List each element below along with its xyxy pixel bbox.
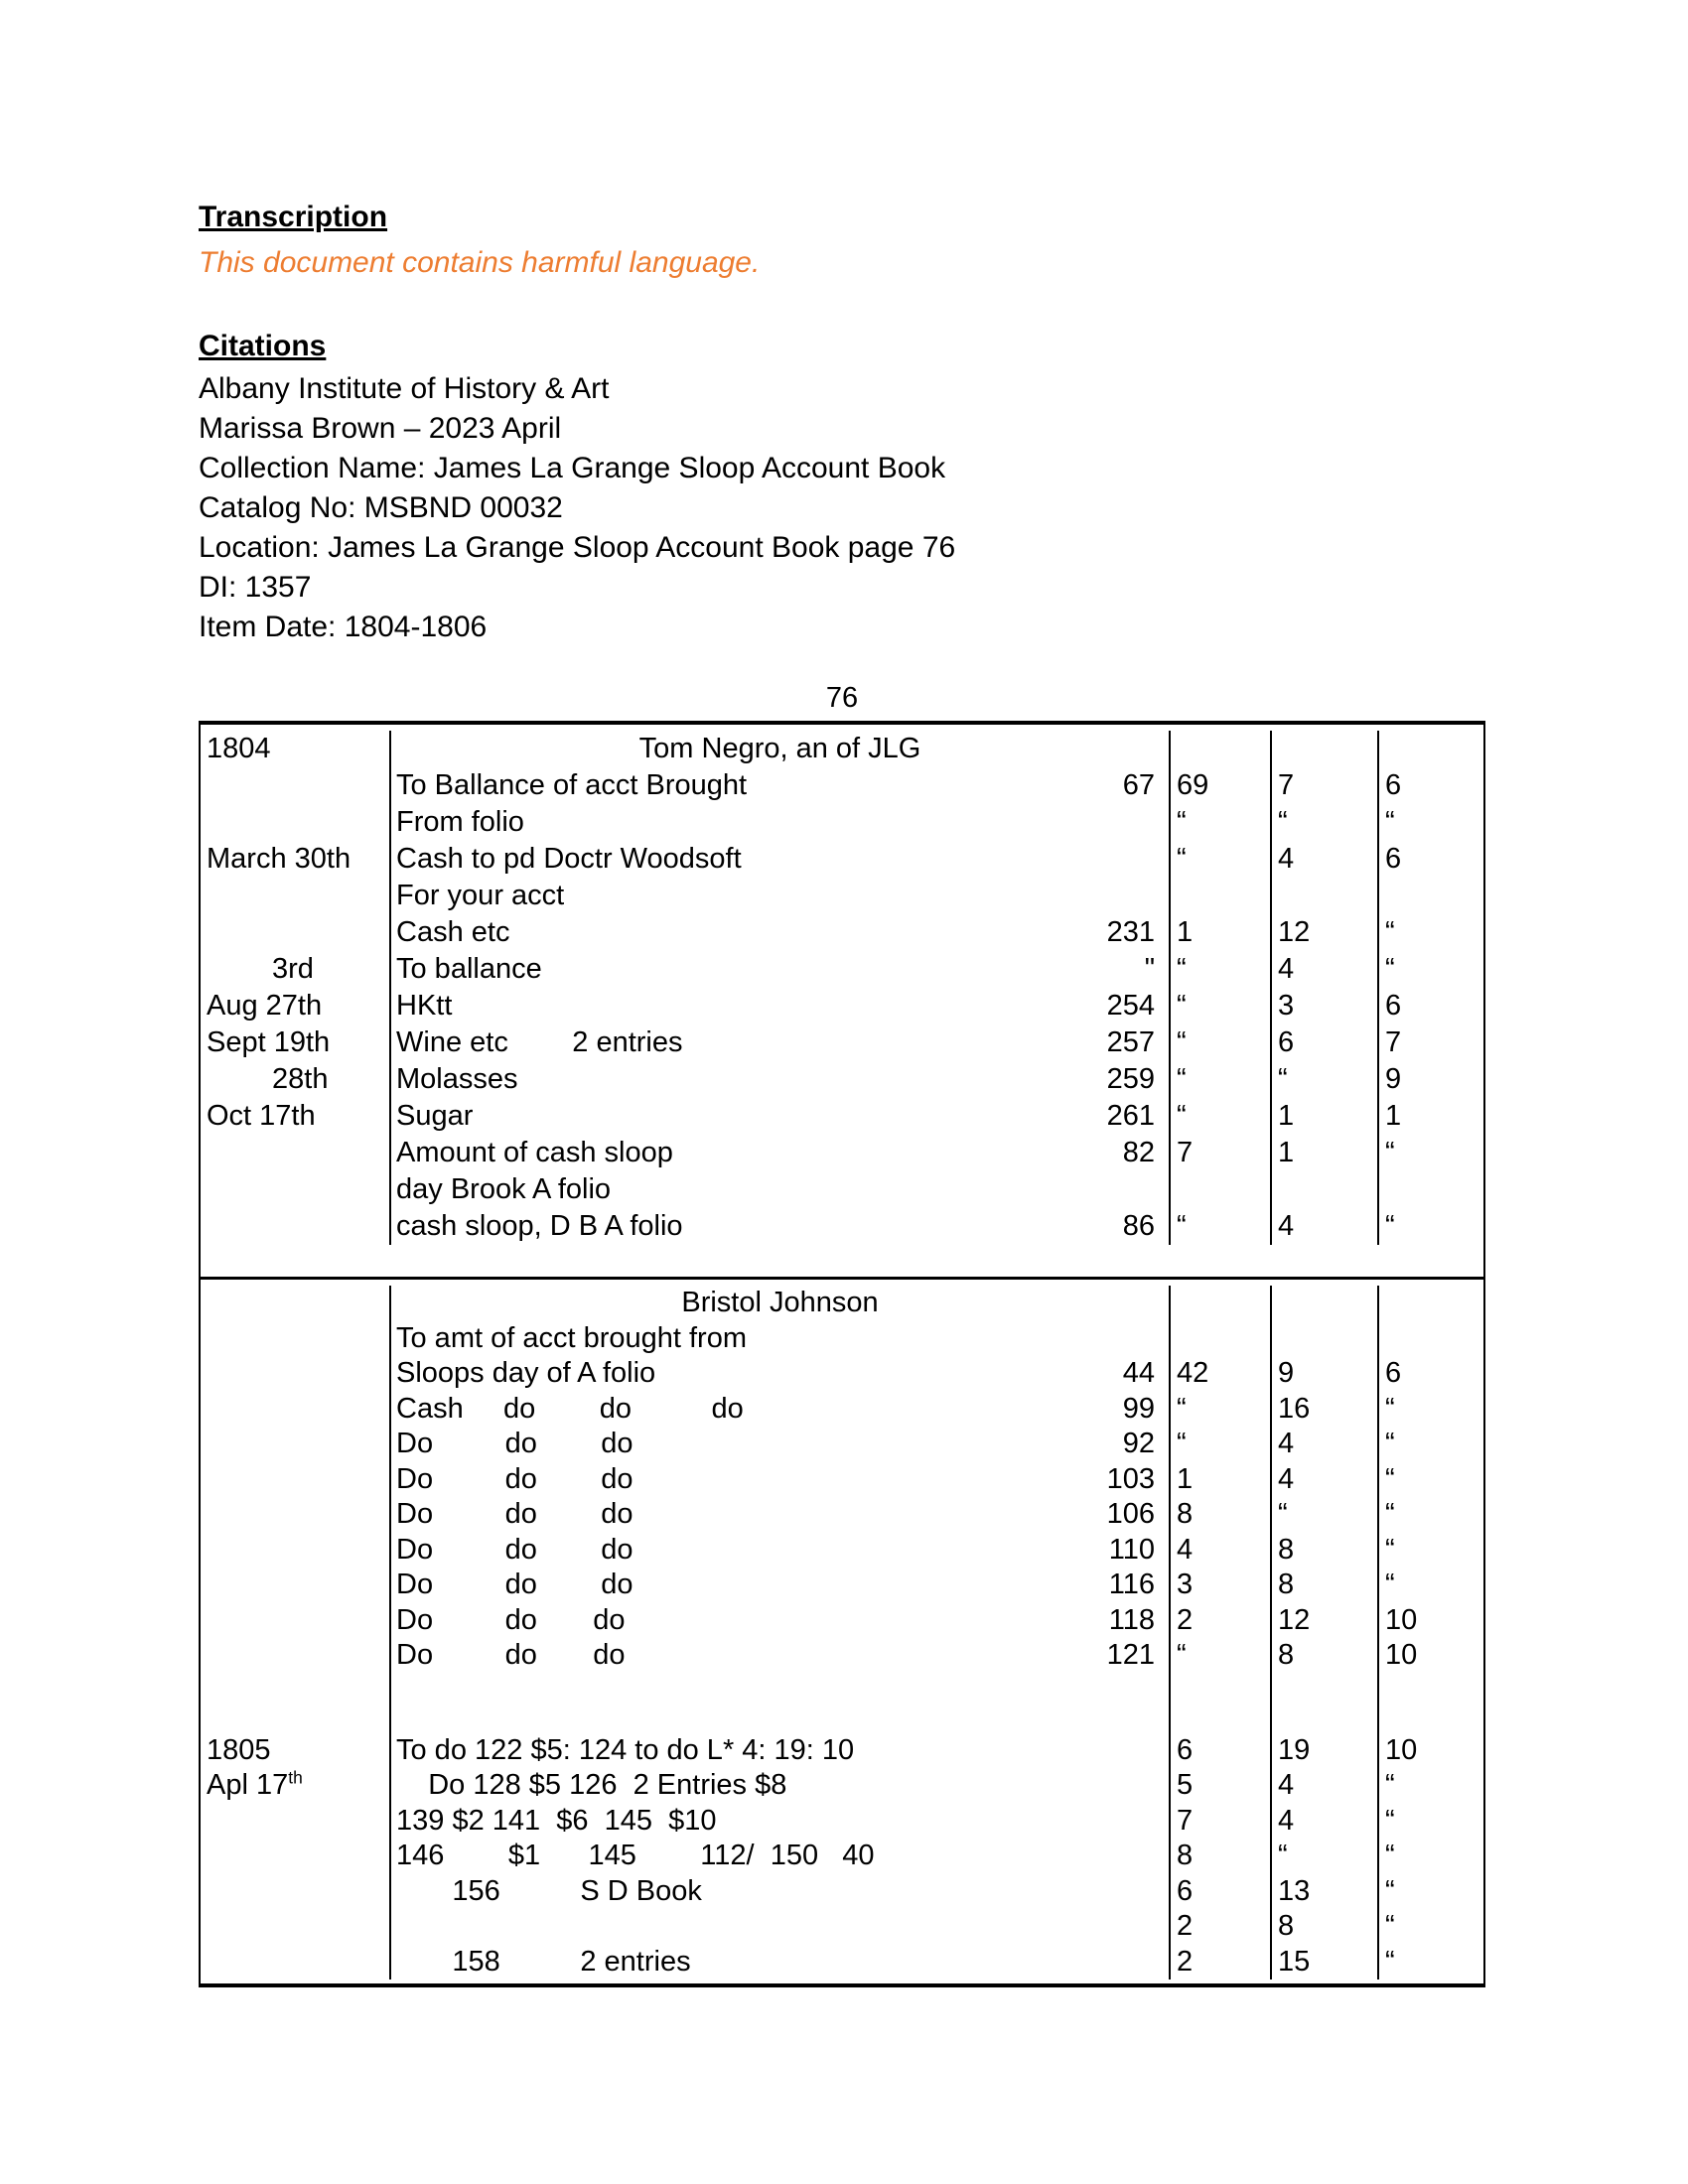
description-cell [389,1603,1169,1639]
description-cell [389,1568,1169,1603]
amount-cell-pounds: “ [1169,1098,1270,1135]
date-cell [201,1356,389,1392]
amount-cell-pence: 1 [1377,1098,1483,1135]
date-cell: Apl 17th [207,1768,303,1801]
date-cell: Oct 17th [207,1100,316,1132]
citation-line: Marissa Brown – 2023 April [199,412,562,445]
date-cell [201,1462,389,1498]
table-row [201,731,1483,767]
folio-ref: 121 [1106,1639,1155,1671]
description-cell [389,841,1169,878]
amount-cell-pounds: 7 [1169,1135,1270,1171]
description-cell [389,1674,1169,1733]
entry-description: Cash to pd Doctr Woodsoft [396,843,742,875]
date-cell [201,1286,389,1321]
amount-cell-pounds: “ [1169,1024,1270,1061]
table-row [201,1533,1483,1569]
amount-cell-pence: “ [1377,1839,1483,1874]
table-row [201,1568,1483,1603]
amount-cell-shillings [1270,731,1377,767]
table-row [201,1356,1483,1392]
amount-cell-shillings: 4 [1270,1768,1377,1804]
account-title: Tom Negro, an of JLG [638,733,921,764]
date-cell [201,1533,389,1569]
entry-description: Cash etc [396,916,510,948]
entry-description: Do do do [396,1603,626,1636]
description-cell [389,1427,1169,1462]
entry-description: From folio [396,806,524,838]
amount-cell-pounds: “ [1169,1061,1270,1098]
amount-cell-pence: “ [1377,804,1483,841]
description-cell [389,1171,1169,1208]
description-cell [389,1874,1169,1910]
description-cell [389,1356,1169,1392]
amount-cell-pence: “ [1377,1874,1483,1910]
amount-cell-shillings: 4 [1270,1462,1377,1498]
amount-cell-shillings [1270,1674,1377,1733]
amount-cell-pounds [1169,731,1270,767]
description-cell [389,804,1169,841]
entry-description: For your acct [396,880,565,911]
table-row [201,1603,1483,1639]
folio-ref: 86 [1122,1210,1155,1242]
entry-description: Sugar [396,1100,474,1132]
date-cell [201,1674,389,1733]
description-cell [389,1392,1169,1428]
amount-cell-pence: “ [1377,1392,1483,1428]
amount-cell-pounds: “ [1169,841,1270,878]
description-cell [389,1208,1169,1245]
amount-cell-pence: “ [1377,1909,1483,1945]
date-cell [201,1321,389,1357]
amount-cell-shillings: “ [1270,1839,1377,1874]
amount-cell-pounds [1169,1286,1270,1321]
amount-cell-shillings [1270,878,1377,914]
date-cell: 1805 [207,1733,271,1766]
amount-cell-pence: 10 [1377,1603,1483,1639]
description-cell [389,1497,1169,1533]
amount-cell-pounds: 7 [1169,1804,1270,1840]
date-cell [201,914,389,951]
entry-description: HKtt [396,990,453,1022]
amount-cell-pence: 6 [1377,841,1483,878]
table-row [201,1098,1483,1135]
folio-ref: 231 [1106,916,1155,948]
page-number: 76 [825,682,859,714]
date-cell [201,878,389,914]
amount-cell-pounds: “ [1169,951,1270,988]
table-row [201,1674,1483,1733]
description-cell [389,1098,1169,1135]
amount-cell-shillings: 8 [1270,1533,1377,1569]
amount-cell-pence [1377,1321,1483,1357]
description-cell [389,1945,1169,1980]
folio-ref: 118 [1108,1603,1155,1636]
amount-cell-pence: “ [1377,914,1483,951]
table-row [201,1061,1483,1098]
table-row [201,1768,1483,1804]
date-cell [201,1638,389,1674]
amount-cell-pounds: 2 [1169,1603,1270,1639]
amount-cell-pence: “ [1377,1804,1483,1840]
date-cell: 1804 [207,733,271,764]
description-cell [389,1909,1169,1945]
citation-line: Item Date: 1804-1806 [199,611,488,643]
amount-cell-pounds: “ [1169,1638,1270,1674]
description-cell [389,1733,1169,1769]
folio-ref: 44 [1122,1357,1155,1389]
amount-cell-pence: “ [1377,1768,1483,1804]
date-cell [201,1427,389,1462]
date-cell: Sept 19th [207,1026,331,1058]
amount-cell-shillings: 1 [1270,1098,1377,1135]
description-cell [389,1321,1169,1357]
table-row [201,1945,1483,1980]
amount-cell-pounds: 2 [1169,1945,1270,1980]
table-row [201,988,1483,1024]
amount-cell-pence: “ [1377,1462,1483,1498]
description-cell [389,988,1169,1024]
table-row [201,1462,1483,1498]
amount-cell-pounds: 8 [1169,1839,1270,1874]
table-row [201,1286,1483,1321]
date-cell [201,1171,389,1208]
amount-cell-shillings: 13 [1270,1874,1377,1910]
amount-cell-shillings: 8 [1270,1638,1377,1674]
amount-cell-pence [1377,1286,1483,1321]
amount-cell-shillings: 4 [1270,951,1377,988]
amount-cell-pounds [1169,878,1270,914]
citations-heading: Citations [199,330,327,362]
entry-description: Cash do do do [396,1392,744,1425]
folio-ref: 259 [1106,1063,1155,1095]
amount-cell-pounds: 4 [1169,1533,1270,1569]
entry-description: Wine etc 2 entries [396,1026,683,1058]
harmful-language-notice: This document contains harmful language. [199,246,761,279]
description-cell [389,1135,1169,1171]
amount-cell-pence: 10 [1377,1638,1483,1674]
table-row [201,1392,1483,1428]
amount-cell-shillings [1270,1286,1377,1321]
citation-line: Albany Institute of History & Art [199,372,610,405]
amount-cell-pounds: 8 [1169,1497,1270,1533]
description-cell [389,1462,1169,1498]
folio-ref: 103 [1106,1462,1155,1495]
date-cell: 28th [272,1063,329,1095]
description-cell [389,731,1169,767]
date-cell [201,767,389,804]
amount-cell-pounds: 69 [1169,767,1270,804]
amount-cell-pence: 6 [1377,767,1483,804]
folio-ref: 261 [1106,1100,1155,1132]
table-row [201,1024,1483,1061]
folio-ref: 257 [1106,1026,1155,1058]
description-cell [389,878,1169,914]
date-cell [201,1208,389,1245]
folio-ref: 106 [1106,1498,1155,1530]
amount-cell-shillings: 4 [1270,1208,1377,1245]
amount-cell-pounds: “ [1169,804,1270,841]
citation-line: Catalog No: MSBND 00032 [199,491,563,524]
amount-cell-shillings: 7 [1270,767,1377,804]
description-cell [389,1804,1169,1840]
table-row [201,1497,1483,1533]
section-tom-negro [201,725,1483,1277]
amount-cell-shillings: 1 [1270,1135,1377,1171]
entry-description: Sloops day of A folio [396,1357,656,1389]
entry-description: day Brook A folio [396,1173,612,1205]
table-row [201,1874,1483,1910]
amount-cell-pence: “ [1377,1533,1483,1569]
amount-cell-pence: 6 [1377,1356,1483,1392]
amount-cell-shillings: 8 [1270,1909,1377,1945]
citation-line: Collection Name: James La Grange Sloop Account Book [199,452,946,484]
date-cell: Aug 27th [207,990,323,1022]
amount-cell-pence: “ [1377,951,1483,988]
amount-cell-pence [1377,1674,1483,1733]
amount-cell-shillings: 19 [1270,1733,1377,1769]
amount-cell-pence [1377,1171,1483,1208]
amount-cell-pounds: 6 [1169,1733,1270,1769]
folio-ref: 254 [1106,990,1155,1022]
amount-cell-shillings [1270,1171,1377,1208]
description-cell [389,914,1169,951]
entry-description: 139 $2 141 $6 145 $10 [396,1804,717,1837]
entry-description: To ballance [396,953,542,985]
entry-description: 158 2 entries [396,1945,691,1978]
entry-description: Do do do [396,1639,626,1671]
document-content [199,201,1489,1987]
citation-line: Location: James La Grange Sloop Account Book page 76 [199,531,956,564]
amount-cell-shillings: 4 [1270,1804,1377,1840]
amount-cell-pounds: “ [1169,1208,1270,1245]
date-cell [201,1804,389,1840]
amount-cell-pounds: “ [1169,988,1270,1024]
amount-cell-pounds [1169,1321,1270,1357]
table-row [201,1321,1483,1357]
description-cell [389,1638,1169,1674]
entry-description: cash sloop, D B A folio [396,1210,683,1242]
date-cell [201,1497,389,1533]
amount-cell-shillings: 12 [1270,1603,1377,1639]
date-cell [201,1874,389,1910]
folio-ref: 99 [1122,1392,1155,1425]
description-cell [389,951,1169,988]
amount-cell-pounds: 2 [1169,1909,1270,1945]
amount-cell-shillings: 9 [1270,1356,1377,1392]
date-cell [201,1945,389,1980]
date-cell [201,1839,389,1874]
amount-cell-shillings: “ [1270,804,1377,841]
table-row [201,767,1483,804]
transcription-heading: Transcription [199,201,388,233]
folio-ref: " [1144,953,1155,985]
table-row [201,1909,1483,1945]
amount-cell-pence: 10 [1377,1733,1483,1769]
amount-cell-pence [1377,878,1483,914]
amount-cell-pounds: 3 [1169,1568,1270,1603]
description-cell [389,1533,1169,1569]
amount-cell-pounds: “ [1169,1392,1270,1428]
amount-cell-pounds: 6 [1169,1874,1270,1910]
description-cell [389,1024,1169,1061]
entry-description: Do 128 $5 126 2 Entries $8 [396,1769,787,1801]
date-cell: 3rd [272,953,314,985]
description-cell [389,767,1169,804]
date-cell [201,1392,389,1428]
amount-cell-shillings: 6 [1270,1024,1377,1061]
description-cell [389,1286,1169,1321]
entry-description: Do do do [396,1428,633,1459]
amount-cell-pence: “ [1377,1135,1483,1171]
table-row [201,1208,1483,1245]
amount-cell-pounds [1169,1171,1270,1208]
entry-description: Do do do [396,1498,633,1530]
amount-cell-pence: 6 [1377,988,1483,1024]
amount-cell-pence: “ [1377,1497,1483,1533]
date-cell [201,804,389,841]
table-row [201,1638,1483,1674]
folio-ref: 110 [1108,1533,1155,1566]
folio-ref: 67 [1122,769,1155,801]
table-row [201,841,1483,878]
entry-description: Molasses [396,1063,518,1095]
account-title: Bristol Johnson [681,1287,879,1318]
entry-description: 156 S D Book [396,1874,702,1907]
date-cell [201,1909,389,1945]
amount-cell-pounds: 42 [1169,1356,1270,1392]
description-cell [389,1839,1169,1874]
amount-cell-shillings: “ [1270,1497,1377,1533]
amount-cell-pence: 9 [1377,1061,1483,1098]
amount-cell-pounds: 1 [1169,1462,1270,1498]
amount-cell-pounds: 5 [1169,1768,1270,1804]
folio-ref: 116 [1108,1569,1155,1600]
entry-description: Amount of cash sloop [396,1137,673,1168]
table-row [201,1427,1483,1462]
amount-cell-shillings [1270,1321,1377,1357]
amount-cell-shillings: 3 [1270,988,1377,1024]
date-cell [201,1603,389,1639]
amount-cell-pounds [1169,1674,1270,1733]
entry-description: Do do do [396,1533,633,1566]
amount-cell-shillings: 15 [1270,1945,1377,1980]
table-row [201,1171,1483,1208]
table-row [201,804,1483,841]
description-cell [389,1061,1169,1098]
amount-cell-pence: “ [1377,1208,1483,1245]
folio-ref: 82 [1122,1137,1155,1168]
amount-cell-shillings: 12 [1270,914,1377,951]
citations-list [199,369,1489,647]
date-cell [201,1568,389,1603]
amount-cell-pence: “ [1377,1427,1483,1462]
amount-cell-shillings: 4 [1270,841,1377,878]
entry-description: Do do do [396,1462,633,1495]
table-row [201,1839,1483,1874]
folio-ref: 92 [1122,1428,1155,1459]
table-row [201,914,1483,951]
table-row [201,1135,1483,1171]
amount-cell-pence [1377,731,1483,767]
date-cell [201,1135,389,1171]
section-bristol-johnson [201,1277,1483,1983]
amount-cell-shillings: 4 [1270,1427,1377,1462]
table-row [201,951,1483,988]
amount-cell-pence: “ [1377,1945,1483,1980]
entry-description: To amt of acct brought from [396,1321,747,1354]
table-row [201,878,1483,914]
amount-cell-shillings: 16 [1270,1392,1377,1428]
account-table [199,721,1485,1987]
amount-cell-pence: “ [1377,1568,1483,1603]
amount-cell-pence: 7 [1377,1024,1483,1061]
table-row [201,1804,1483,1840]
amount-cell-shillings: “ [1270,1061,1377,1098]
entry-description: Do do do [396,1569,633,1600]
amount-cell-pounds: 1 [1169,914,1270,951]
entry-description: To Ballance of acct Brought [396,769,748,801]
date-cell: March 30th [207,843,352,875]
citation-line: DI: 1357 [199,571,312,604]
table-row [201,1733,1483,1769]
description-cell [389,1768,1169,1804]
amount-cell-pounds: “ [1169,1427,1270,1462]
amount-cell-shillings: 8 [1270,1568,1377,1603]
entry-description: To do 122 $5: 124 to do L* 4: 19: 10 [396,1733,855,1766]
entry-description: 146 $1 145 112/ 150 40 [396,1840,875,1871]
